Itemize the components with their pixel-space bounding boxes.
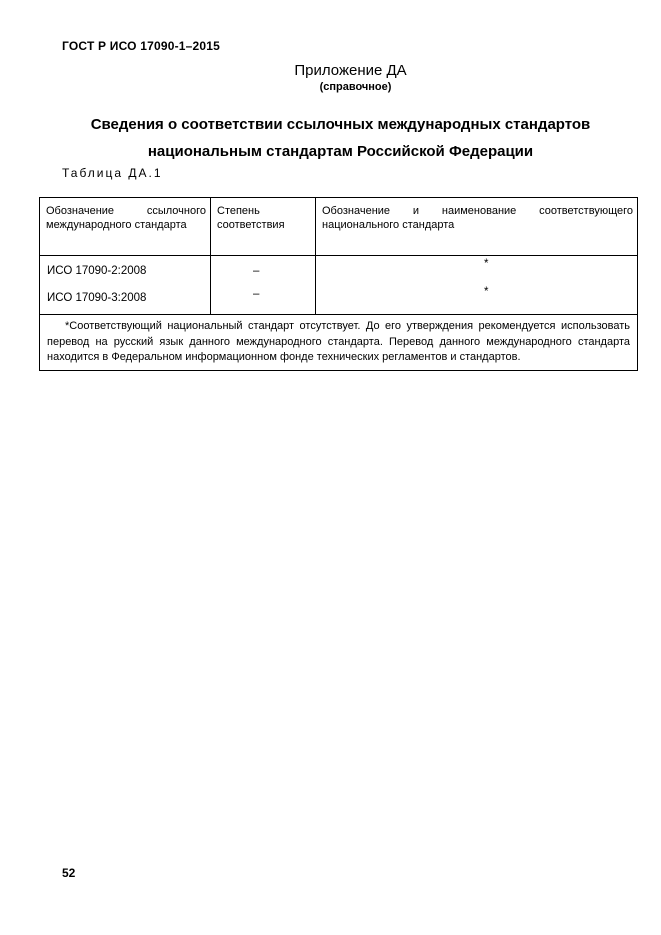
degree-cell (211, 256, 316, 315)
table-caption: Таблица ДА.1 (62, 166, 163, 180)
correspondence-table (39, 197, 638, 371)
appendix-subtitle: (справочное) (319, 81, 392, 93)
table-row (40, 256, 638, 315)
row-2-national: * (484, 286, 489, 298)
appendix-title: Приложение ДА (294, 62, 407, 79)
column-header-designation: Обозначение ссылочного международного стандарта (40, 198, 211, 256)
appendix-heading (10, 111, 661, 165)
table-footnote-row (40, 315, 638, 371)
table-footnote (40, 315, 638, 371)
row-2-designation: ИСО 17090-3:2008 (47, 292, 147, 304)
row-1-designation: ИСО 17090-2:2008 (47, 265, 147, 277)
national-cell (316, 256, 638, 315)
row-1-national: * (484, 258, 489, 270)
row-2-degree: – (253, 288, 260, 300)
appendix-heading-line-2: национальным стандартам Российской Федерации (147, 143, 534, 160)
designation-cell (40, 256, 211, 315)
column-header-degree: Степень соответствия (211, 198, 316, 256)
document-code: ГОСТ Р ИСО 17090-1–2015 (62, 39, 221, 53)
page-number: 52 (62, 866, 76, 880)
appendix-heading-line-1: Сведения о соответствии ссылочных международных стандартов (90, 116, 591, 133)
column-header-national: Обозначение и наименование соответствующего национального стандарта (316, 198, 638, 256)
table-footnote-text: *Соответствующий национальный стандарт отсутствует. До его утверждения рекомендуется использовать перевод на русский язык данного международного стандарта. Перевод данного международного стандарта находится в Федеральном информационном фонде технических регламентов и стандартов. (47, 320, 630, 363)
row-1-degree: – (253, 265, 260, 277)
table-header-row (40, 198, 638, 256)
